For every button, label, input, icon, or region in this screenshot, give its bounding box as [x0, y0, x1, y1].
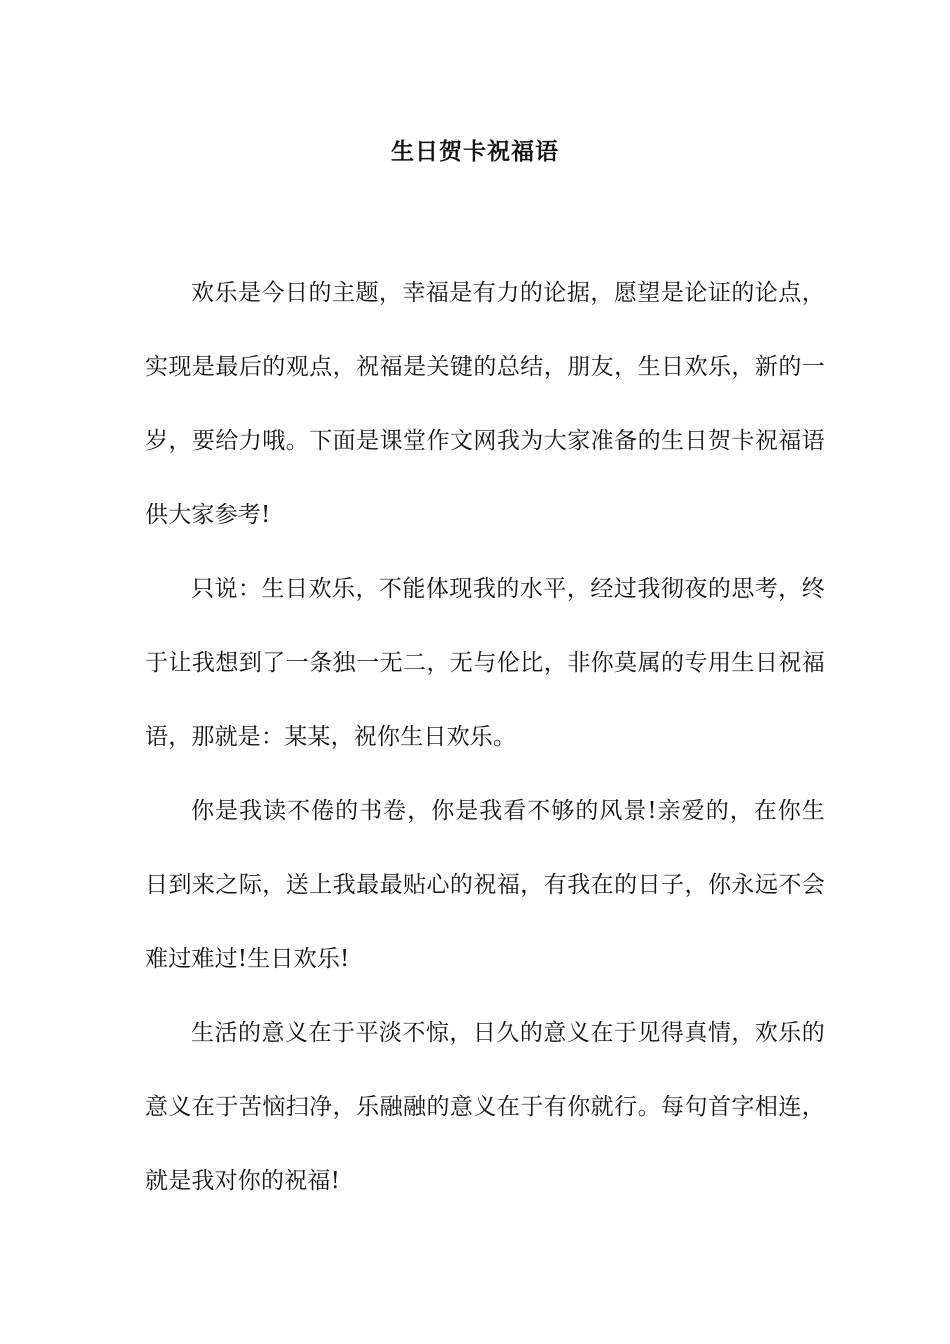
document-title: 生日贺卡祝福语	[391, 138, 559, 165]
paragraph-1: 欢乐是今日的主题，幸福是有力的论据，愿望是论证的论点，实现是最后的观点，祝福是关键的总结，朋友，生日欢乐，新的一岁，要给力哦。下面是课堂作文网我为大家准备的生日贺卡祝福语供大家参考!	[145, 280, 825, 528]
paragraph-4: 生活的意义在于平淡不惊，日久的意义在于见得真情，欢乐的意义在于苦恼扫净，乐融融的意义在于有你就行。每句首字相连，就是我对你的祝福!	[145, 1020, 825, 1194]
paragraph-3: 你是我读不倦的书卷，你是我看不够的风景!亲爱的，在你生日到来之际，送上我最最贴心的祝福，有我在的日子，你永远不会难过难过!生日欢乐!	[145, 798, 825, 972]
document-body	[145, 256, 825, 1218]
paragraph-2: 只说：生日欢乐，不能体现我的水平，经过我彻夜的思考，终于让我想到了一条独一无二，无与伦比，非你莫属的专用生日祝福语，那就是：某某，祝你生日欢乐。	[145, 576, 825, 750]
